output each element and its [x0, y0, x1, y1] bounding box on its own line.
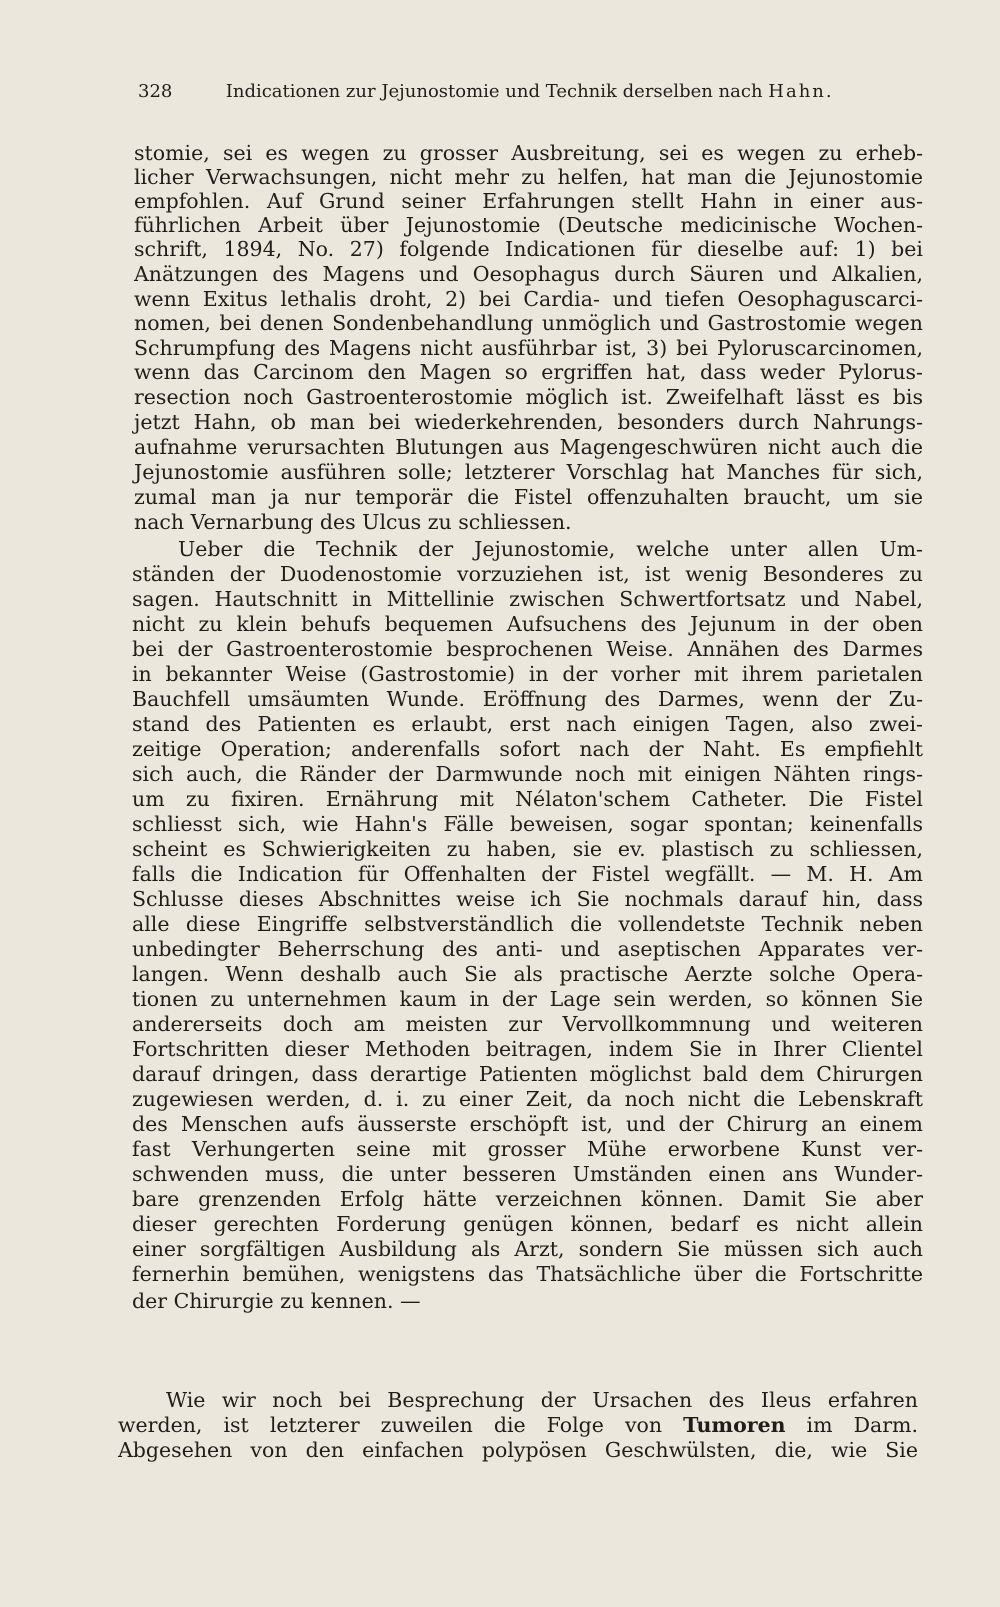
text-line-40: des Menschen aufs äusserste erschöpft ist, und der Chirurg an einem: [132, 1112, 923, 1136]
text-line-28: schliesst sich, wie Hahn's Fälle beweisen, sogar spontan; keinenfalls: [132, 812, 923, 836]
text-line-14: Jejunostomie ausführen solle; letzterer Vorschlag hat Manches für sich,: [134, 460, 923, 484]
text-line-10: wenn das Carcinom den Magen so ergriffen hat, dass weder Pylorus-: [134, 360, 923, 384]
text-line-11: resection noch Gastroenterostomie möglich ist. Zweifelhaft lässt es bis: [134, 385, 923, 409]
text-line-34: langen. Wenn deshalb auch Sie als practische Aerzte solche Opera-: [132, 962, 923, 986]
text-line-33: unbedingter Beherrschung des anti- und aseptischen Apparates ver-: [132, 937, 923, 961]
text-line-22: in bekannter Weise (Gastrostomie) in der vorher mit ihrem parietalen: [132, 662, 923, 686]
tumor-paragraph-line-3: Abgesehen von den einfachen polypösen Geschwülsten, die, wie Sie: [118, 1438, 918, 1462]
text-line-05: schrift, 1894, No. 27) folgende Indicationen für dieselbe auf: 1) bei: [134, 237, 923, 261]
text-line-03: empfohlen. Auf Grund seiner Erfahrungen stellt Hahn in einer aus-: [134, 189, 923, 213]
text-line-16: nach Vernarbung des Ulcus zu schliessen.: [134, 510, 572, 534]
text-line-43: bare grenzenden Erfolg hätte verzeichnen können. Damit Sie aber: [132, 1187, 923, 1211]
text-line-37: Fortschritten dieser Methoden beitragen, indem Sie in Ihrer Clientel: [132, 1037, 923, 1061]
text-line-23: Bauchfell umsäumten Wunde. Eröffnung des Darmes, wenn der Zu-: [132, 687, 923, 711]
text-line-38: darauf dringen, dass derartige Patienten möglichst bald dem Chirurgen: [132, 1062, 923, 1086]
text-line-21: bei der Gastroenterostomie besprochenen Weise. Annähen des Darmes: [132, 637, 923, 661]
text-line-01: stomie, sei es wegen zu grosser Ausbreitung, sei es wegen zu erheb-: [134, 141, 923, 165]
page-number: 328: [138, 81, 173, 102]
text-line-07: wenn Exitus lethalis droht, 2) bei Cardia- und tiefen Oesophaguscarci-: [134, 287, 923, 311]
running-title-author: Hahn.: [768, 81, 834, 102]
text-line-39: zugewiesen werden, d. i. zu einer Zeit, da noch nicht die Lebenskraft: [132, 1087, 923, 1111]
tumor-line-2-ending: im Darm.: [785, 1413, 918, 1437]
text-line-29: scheint es Schwierigkeiten zu haben, sie ev. plastisch zu schliessen,: [132, 837, 923, 861]
text-line-06: Anätzungen des Magens und Oesophagus durch Säuren und Alkalien,: [134, 262, 923, 286]
text-line-13: aufnahme verursachten Blutungen aus Magengeschwüren nicht auch die: [134, 435, 923, 459]
text-line-47: der Chirurgie zu kennen. —: [132, 1289, 421, 1313]
text-line-45: einer sorgfältigen Ausbildung als Arzt, sondern Sie müssen sich auch: [132, 1237, 923, 1261]
text-line-41: fast Verhungerten seine mit grosser Mühe erworbene Kunst ver-: [132, 1137, 923, 1161]
text-line-44: dieser gerechten Forderung genügen können, bedarf es nicht allein: [132, 1212, 923, 1236]
tumor-paragraph-line-2: [118, 1413, 918, 1438]
page-header: [138, 80, 918, 104]
text-line-30: falls die Indication für Offenhalten der Fistel wegfällt. — M. H. Am: [132, 862, 923, 886]
text-line-02: licher Verwachsungen, nicht mehr zu helfen, hat man die Jejunostomie: [134, 165, 923, 189]
text-line-42: schwenden muss, die unter besseren Umständen einen ans Wunder-: [132, 1162, 923, 1186]
paragraph-technik-start: Ueber die Technik der Jejunostomie, welche unter allen Um-: [178, 537, 923, 561]
tumor-paragraph-line-1: Wie wir noch bei Besprechung der Ursachen des Ileus erfahren: [166, 1388, 918, 1412]
text-line-26: sich auch, die Ränder der Darmwunde noch mit einigen Nähten rings-: [132, 762, 923, 786]
text-line-08: nomen, bei denen Sondenbehandlung unmöglich und Gastrostomie wegen: [134, 311, 923, 335]
text-line-19: sagen. Hautschnitt in Mittellinie zwischen Schwertfortsatz und Nabel,: [132, 587, 923, 611]
text-line-27: um zu fixiren. Ernährung mit Nélaton'schem Catheter. Die Fistel: [132, 787, 923, 811]
text-line-20: nicht zu klein behufs bequemen Aufsuchens des Jejunum in der oben: [132, 612, 923, 636]
tumoren-bold-word: Tumoren: [683, 1413, 786, 1437]
text-line-18: ständen der Duodenostomie vorzuziehen ist, ist wenig Besonderes zu: [132, 562, 923, 586]
tumor-line-2-text: werden, ist letzterer zuweilen die Folge von: [118, 1413, 684, 1437]
text-line-46: fernerhin bemühen, wenigstens das Thatsächliche über die Fortschritte: [132, 1262, 923, 1286]
text-line-15: zumal man ja nur temporär die Fistel offenzuhalten braucht, um sie: [134, 485, 923, 509]
text-line-24: stand des Patienten es erlaubt, erst nach einigen Tagen, also zwei-: [132, 712, 923, 736]
text-line-31: Schlusse dieses Abschnittes weise ich Sie nochmals darauf hin, dass: [132, 887, 923, 911]
running-title-text: Indicationen zur Jejunostomie und Technik derselben nach: [225, 81, 769, 102]
text-line-04: führlichen Arbeit über Jejunostomie (Deutsche medicinische Wochen-: [134, 213, 923, 237]
running-title: [226, 80, 834, 104]
text-line-32: alle diese Eingriffe selbstverständlich die vollendetste Technik neben: [132, 912, 923, 936]
text-line-35: tionen zu unternehmen kaum in der Lage sein werden, so können Sie: [132, 987, 923, 1011]
text-line-09: Schrumpfung des Magens nicht ausführbar ist, 3) bei Pyloruscarcinomen,: [134, 336, 923, 360]
text-line-25: zeitige Operation; anderenfalls sofort nach der Naht. Es empfiehlt: [132, 737, 923, 761]
text-line-12: jetzt Hahn, ob man bei wiederkehrenden, besonders durch Nahrungs-: [134, 410, 923, 434]
text-line-36: andererseits doch am meisten zur Vervollkommnung und weiteren: [132, 1012, 923, 1036]
